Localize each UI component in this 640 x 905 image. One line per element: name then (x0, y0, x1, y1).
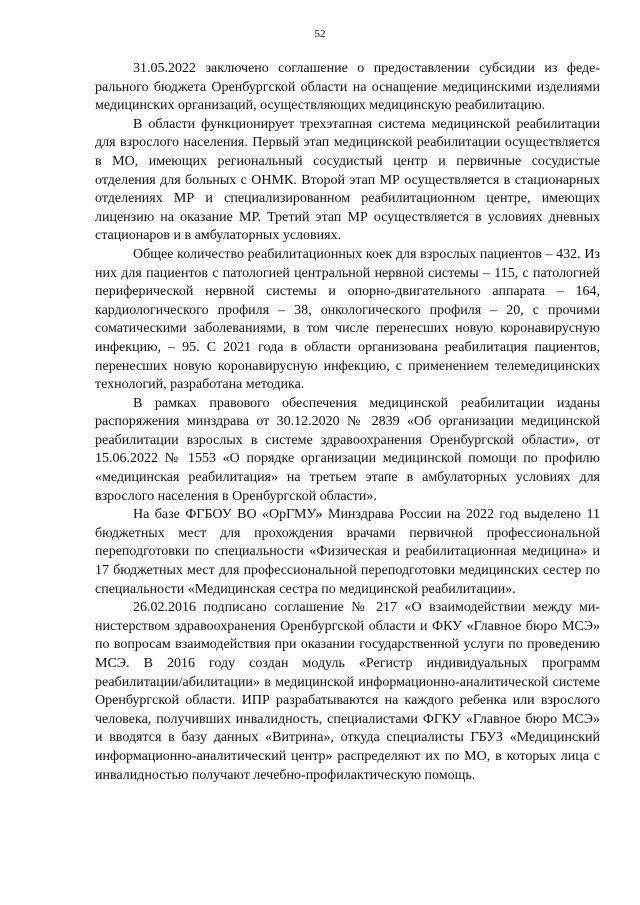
paragraph-training-places: На базе ФГБОУ ВО «ОрГМУ» Минздрава России на 2022 год выделено 11 бюджетных мест для прохождения врачами первичной профессиональной переподготовки по специальности «Физическая и реабилитационная медицина» и 17 бюджетных мест для профессиональной переподготовки медицинских сестер по специальности «Медицинская сестра по медицинской реабилитации». (95, 507, 600, 597)
page-number: 52 (314, 28, 326, 40)
paragraph-legal-framework: В рамках правового обеспечения медицинской реабилитации изданы распоряжения минздрава от 30.12.2020 № 2839 «Об организации медицинской реабилитации взрослых в системе здравоохранения Оренбургской области», от 15.06.2022 № 1553 «О порядке организации медицинской помощи по профилю «медицинская реабилитация» на третьем этапе в амбулаторных условиях для взрослого населения в Оренбургской области». (95, 395, 600, 504)
paragraph-subsidy-agreement: 31.05.2022 заключено соглашение о предоставлении субсидии из федерального бюджета Оренбургской области на оснащение медицинскими изделиями медицинских организаций, осуществляющих медицинскую реабилитацию. (95, 61, 600, 114)
paragraph-rehabilitation-beds: Общее количество реабилитационных коек для взрослых пациентов – 432. Из них для пациентов с патологией центральной нервной системы – 115, с патологией периферической нервной системы и опорно-двигательного аппарата – 164, кардиологического профиля – 38, онкологического профиля – 20, с прочими соматическими заболеваниями, в том числе перенесших новую коронавирусную инфекцию, – 95. С 2021 года в области организована реабилитация пациентов, перенесших новую коронавирусную инфекцию, с применением телемедицинских технологий, разработана методика. (95, 246, 600, 393)
paragraph-three-stage-system: В области функционирует трехэтапная система медицинской реабилитации для взрослого населения. Первый этап медицинской реабилитации осуществляется в МО, имеющих региональный сосудистый центр и первичные сосудистые отделения для больных с ОНМК. Второй этап МР осуществляется в стационарных отделениях МР и специализированном реабилитационном центре, имеющих лицензию на оказание МР. Третий этап МР осуществляется в условиях дневных стационаров и в амбулаторных условиях. (95, 116, 600, 244)
paragraph-mse-agreement: 26.02.2016 подписано соглашение № 217 «О взаимодействии между министерством здравоохранения Оренбургской области и ФКУ «Главное бюро МСЭ» по вопросам взаимодействия при оказании государственной услуги по проведению МСЭ. В 2016 году создан модуль «Регистр индивидуальных программ реабилитации/абилитации» в медицинской информационно-аналитической системе Оренбургской области. ИПР разрабатываются на каждого ребенка или взрослого человека, получивших инвалидность, специалистами ФГКУ «Главное бюро МСЭ» и вводятся в базу данных «Витрина», откуда специалисты ГБУЗ «Медицинский информационно-аналитический центр» распределяют их по МО, в которых лица с инвалидностью получают лечебно-профилактическую помощь. (95, 600, 600, 783)
document-body (95, 60, 600, 785)
